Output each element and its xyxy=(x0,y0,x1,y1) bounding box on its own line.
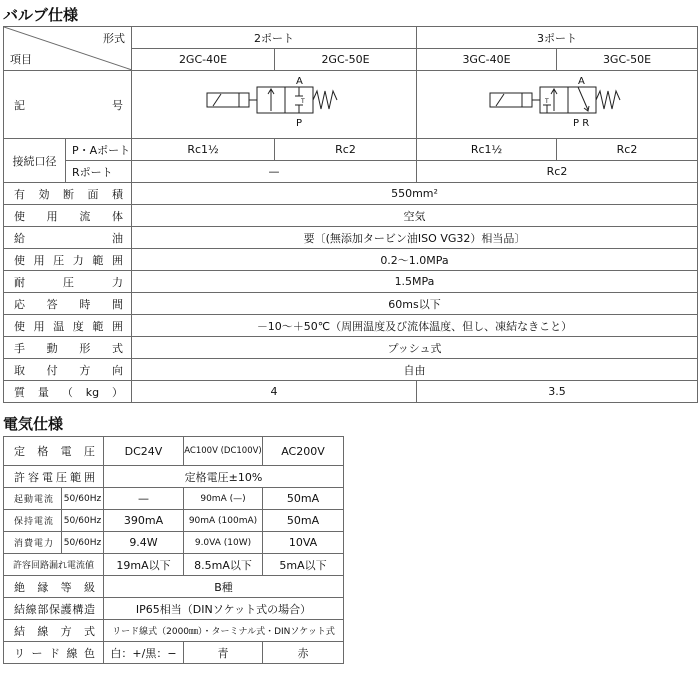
pa-cell: Rc2 xyxy=(275,139,417,161)
pa-cell: Rc1½ xyxy=(417,139,557,161)
lead-label: リード線色 xyxy=(4,642,104,664)
mass-2port: 4 xyxy=(132,381,417,403)
valve-symbol-3port-icon xyxy=(482,73,632,133)
hz-cell: 50/60Hz xyxy=(62,488,104,510)
row-value: 空気 xyxy=(132,205,698,227)
power-cell: 10VA xyxy=(263,532,344,554)
row-label: 有効断面積 xyxy=(4,183,132,205)
row-label: 取付方向 xyxy=(4,359,132,381)
sym3-t: T xyxy=(545,98,549,105)
row-label: 耐圧力 xyxy=(4,271,132,293)
row-value: 0.2～1.0MPa xyxy=(132,249,698,271)
symbol-label: 記号 xyxy=(4,71,132,139)
leak-cell: 19mA以下 xyxy=(104,554,184,576)
mass-label: 質量（kg） xyxy=(4,381,132,403)
leak-cell: 8.5mA以下 xyxy=(184,554,263,576)
symbol-2port xyxy=(132,71,417,139)
row-label: 応答時間 xyxy=(4,293,132,315)
row-label: 使用温度範囲 xyxy=(4,315,132,337)
wiring-label: 結線方式 xyxy=(4,620,104,642)
r-3port: Rc2 xyxy=(417,161,698,183)
item-label: 項目 xyxy=(10,53,32,66)
port3-header: 3ポート xyxy=(417,27,698,49)
startup-cell: 50mA xyxy=(263,488,344,510)
model-cell: 2GC-40E xyxy=(132,49,275,71)
insulation-value: B種 xyxy=(104,576,344,598)
model-cell: 2GC-50E xyxy=(275,49,417,71)
protection-value: IP65相当（DINソケット式の場合） xyxy=(104,598,344,620)
electric-spec-table xyxy=(3,436,344,664)
voltage-cell: AC100V (DC100V) xyxy=(184,437,263,466)
holding-cell: 50mA xyxy=(263,510,344,532)
model-cell: 3GC-40E xyxy=(417,49,557,71)
header-corner-cell xyxy=(4,27,132,71)
lead-cell: 青 xyxy=(184,642,263,664)
sym3-pr: P R xyxy=(573,118,590,129)
lead-cell: 白：+/黒：− xyxy=(104,642,184,664)
holding-cell: 90mA (100mA) xyxy=(184,510,263,532)
valve-spec-heading: バルブ仕様 xyxy=(3,6,79,24)
port2-header: 2ポート xyxy=(132,27,417,49)
model-cell: 3GC-50E xyxy=(557,49,698,71)
voltage-cell: DC24V xyxy=(104,437,184,466)
holding-cell: 390mA xyxy=(104,510,184,532)
electric-spec-heading: 電気仕様 xyxy=(3,415,64,433)
row-label: 手動形式 xyxy=(4,337,132,359)
row-value: 60ms以下 xyxy=(132,293,698,315)
holding-label: 保持電流 xyxy=(4,510,62,532)
row-label: 給油 xyxy=(4,227,132,249)
conn-label: 接続口径 xyxy=(4,139,66,183)
row-value: 要〔(無添加タービン油ISO VG32）相当品〕 xyxy=(132,227,698,249)
power-label: 消費電力 xyxy=(4,532,62,554)
pa-cell: Rc1½ xyxy=(132,139,275,161)
row-value: プッシュ式 xyxy=(132,337,698,359)
leak-cell: 5mA以下 xyxy=(263,554,344,576)
sym2-a: A xyxy=(296,76,303,87)
leak-label: 許容回路漏れ電流値 xyxy=(4,554,104,576)
mass-3port: 3.5 xyxy=(417,381,698,403)
lead-cell: 赤 xyxy=(263,642,344,664)
row-label: 使用流体 xyxy=(4,205,132,227)
allow-range-value: 定格電圧±10% xyxy=(104,466,344,488)
r-2port: — xyxy=(132,161,417,183)
row-value: 550mm² xyxy=(132,183,698,205)
row-value: 自由 xyxy=(132,359,698,381)
insulation-label: 絶縁等級 xyxy=(4,576,104,598)
form-label: 形式 xyxy=(103,32,125,45)
voltage-cell: AC200V xyxy=(263,437,344,466)
row-value: 1.5MPa xyxy=(132,271,698,293)
rated-voltage-label: 定格電圧 xyxy=(4,437,104,466)
startup-label: 起動電流 xyxy=(4,488,62,510)
startup-cell: — xyxy=(104,488,184,510)
power-cell: 9.4W xyxy=(104,532,184,554)
sym3-a: A xyxy=(578,76,585,87)
pa-port-label: P・Aポート xyxy=(66,139,132,161)
row-value: －10～＋50℃（周囲温度及び流体温度、但し、凍結なきこと） xyxy=(132,315,698,337)
r-port-label: Rポート xyxy=(66,161,132,183)
valve-symbol-2port-icon xyxy=(199,73,349,133)
hz-cell: 50/60Hz xyxy=(62,510,104,532)
power-cell: 9.0VA (10W) xyxy=(184,532,263,554)
startup-cell: 90mA (—) xyxy=(184,488,263,510)
wiring-value: リード線式（2000㎜）・ターミナル式・DINソケット式 xyxy=(104,620,344,642)
allow-range-label: 許容電圧範囲 xyxy=(4,466,104,488)
hz-cell: 50/60Hz xyxy=(62,532,104,554)
row-label: 使用圧力範囲 xyxy=(4,249,132,271)
pa-cell: Rc2 xyxy=(557,139,698,161)
sym2-t: T xyxy=(301,98,305,105)
symbol-3port xyxy=(417,71,698,139)
valve-spec-table xyxy=(3,26,698,403)
sym2-p: P xyxy=(296,118,303,129)
protection-label: 結線部保護構造 xyxy=(4,598,104,620)
